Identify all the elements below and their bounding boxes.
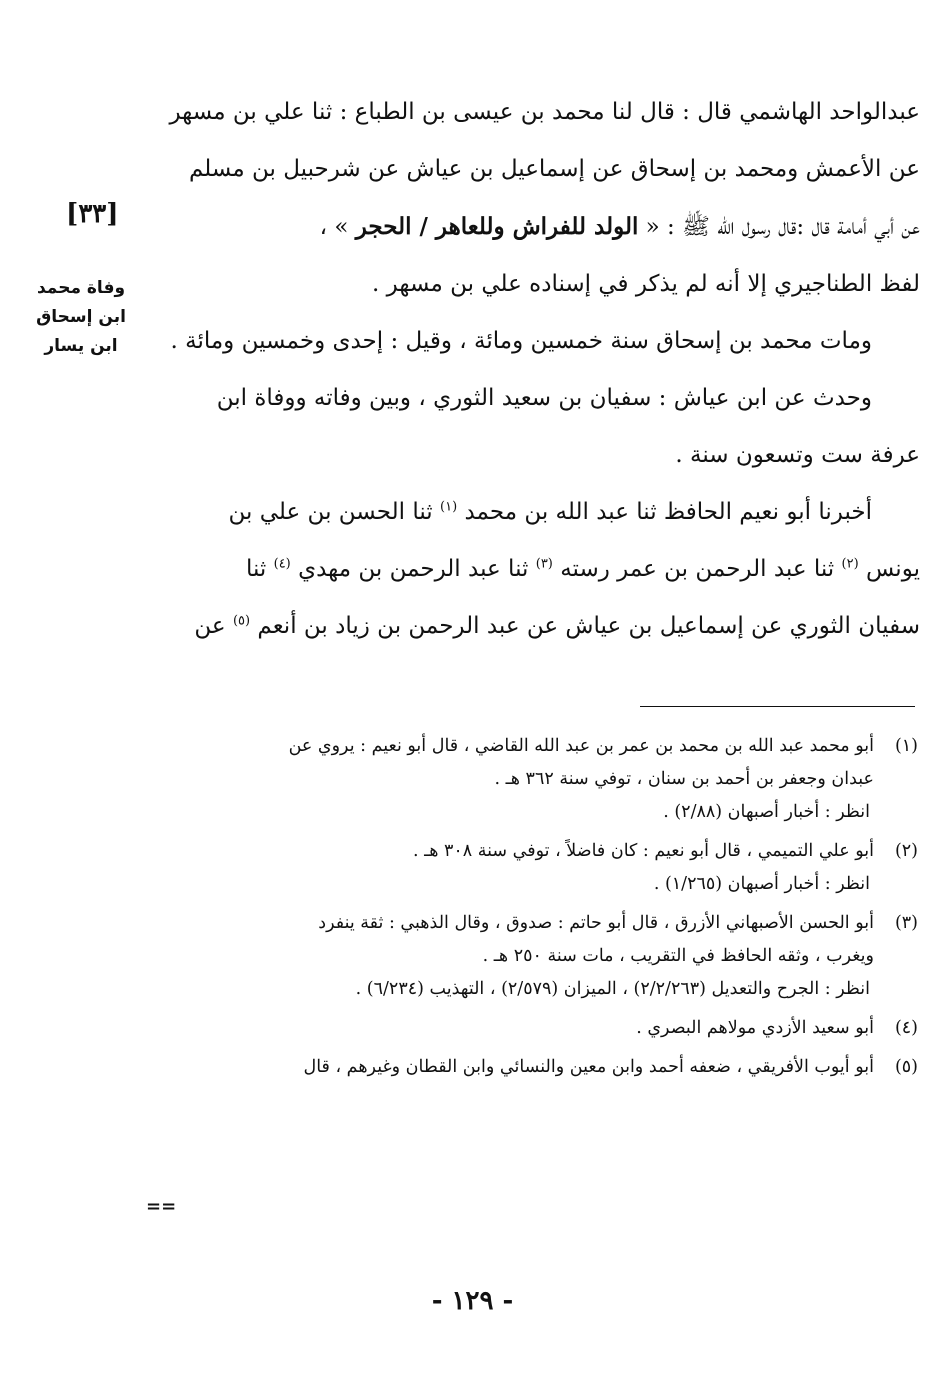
footnote <box>148 835 918 901</box>
footnote-line: أبو أيوب الأفريقي ، ضعفه أحمد وابن معين والنسائي وابن القطان وغيرهم ، قال <box>303 1057 874 1077</box>
text-segment: يونس <box>865 556 920 582</box>
margin-heading-line: ابن إسحاق <box>36 307 126 327</box>
text-line: عرفة ست وتسعون سنة . <box>675 442 920 468</box>
text-segment: ثنا الحسن بن علي بن <box>228 499 433 525</box>
footnote-line: أبو سعيد الأزدي مولاهم البصري . <box>636 1018 874 1038</box>
footnote-line: أبو علي التميمي ، قال أبو نعيم : كان فاضلاً ، توفي سنة ٣٠٨ هـ . <box>412 841 874 861</box>
text-segment: أخبرنا أبو نعيم الحافظ ثنا عبد الله بن محمد <box>464 499 872 525</box>
footnote <box>148 1051 918 1084</box>
text-segment: ثنا عبد الرحمن بن عمر رسته <box>560 556 835 582</box>
footnote-ref: (٣) <box>535 556 553 572</box>
footnote-line: أبو الحسن الأصبهاني الأزرق ، قال أبو حاتم : صدوق ، وقال الذهبي : ثقة ينفرد <box>318 913 874 933</box>
footnote-ref: (٥) <box>232 613 251 629</box>
text-segment: عن أبي أمامة قال :قال رسول الله ﷺ : « <box>645 214 920 240</box>
text-line: ومات محمد بن إسحاق سنة خمسين ومائة ، وقيل : إحدى وخمسين ومائة . <box>170 328 872 354</box>
text-segment: ثنا عبد الرحمن بن مهدي <box>298 556 529 582</box>
page-number: - ١٢٩ - <box>431 1286 514 1316</box>
text-line: وحدث عن ابن عياش : سفيان بن سعيد الثوري ، وبين وفاته ووفاة ابن <box>216 385 872 411</box>
footnote-line: عبدان وجعفر بن أحمد بن سنان ، توفي سنة ٣٦٢ هـ . <box>494 769 874 789</box>
text-segment: » ، <box>319 214 349 240</box>
hadith-text: الولد للفراش وللعاهر / الحجر <box>355 213 639 240</box>
text-line: عن الأعمش ومحمد بن إسحاق عن إسماعيل بن عياش عن شرحبيل بن مسلم <box>188 156 920 182</box>
text-line: لفظ الطناجيري إلا أنه لم يذكر في إسناده علي بن مسهر . <box>372 271 920 297</box>
footnote <box>148 1012 918 1045</box>
text-line <box>148 598 920 655</box>
hadith-number: [٣٣] <box>66 199 119 229</box>
footnote-line: أبو محمد عبد الله بن محمد بن عمر بن عبد الله القاضي ، قال أبو نعيم : يروي عن <box>288 736 874 756</box>
text-segment: عن <box>194 613 226 639</box>
footnote-body <box>148 907 874 1006</box>
footnote-ref: (٤) <box>273 556 291 572</box>
footnotes <box>148 730 918 1090</box>
margin-heading-line: ابن يسار <box>44 336 118 356</box>
footnote-body <box>148 835 874 901</box>
continuation-mark: == <box>146 1196 177 1217</box>
footnote-source: انظر : الجرح والتعديل (٢/٢/٢٦٣) ، الميزان (٢/٥٧٩) ، التهذيب (٦/٢٣٤) . <box>355 979 870 999</box>
footnote-line: ويغرب ، وثقه الحافظ في التقريب ، مات سنة ٢٥٠ هـ . <box>482 946 874 966</box>
footnote-number: (٣) <box>894 913 918 933</box>
main-text <box>148 84 920 655</box>
text-line <box>148 198 920 256</box>
text-line <box>148 541 920 598</box>
text-segment: سفيان الثوري عن إسماعيل بن عياش عن عبد الرحمن بن زياد بن أنعم <box>257 613 920 639</box>
footnote-number: (١) <box>894 736 918 756</box>
footnote-divider <box>640 706 915 707</box>
text-line <box>148 484 920 541</box>
footnote-ref: (٢) <box>841 556 859 572</box>
text-line: عبدالواحد الهاشمي قال : قال لنا محمد بن عيسى بن الطباع : ثنا علي بن مسهر <box>169 99 920 125</box>
footnote-source: انظر : أخبار أصبهان (٢/٨٨) . <box>663 802 870 822</box>
footnote-ref: (١) <box>440 499 458 515</box>
footnote <box>148 730 918 829</box>
margin-heading <box>22 274 140 361</box>
text-segment: ثنا <box>245 556 267 582</box>
margin-heading-line: وفاة محمد <box>36 278 126 298</box>
footnote <box>148 907 918 1006</box>
footnote-source: انظر : أخبار أصبهان (١/٢٦٥) . <box>653 874 870 894</box>
footnote-body <box>148 1012 874 1045</box>
footnote-body <box>148 1051 874 1084</box>
footnote-number: (٥) <box>894 1057 918 1077</box>
footnote-body <box>148 730 874 829</box>
footnote-number: (٤) <box>894 1018 918 1038</box>
footnote-number: (٢) <box>894 841 918 861</box>
